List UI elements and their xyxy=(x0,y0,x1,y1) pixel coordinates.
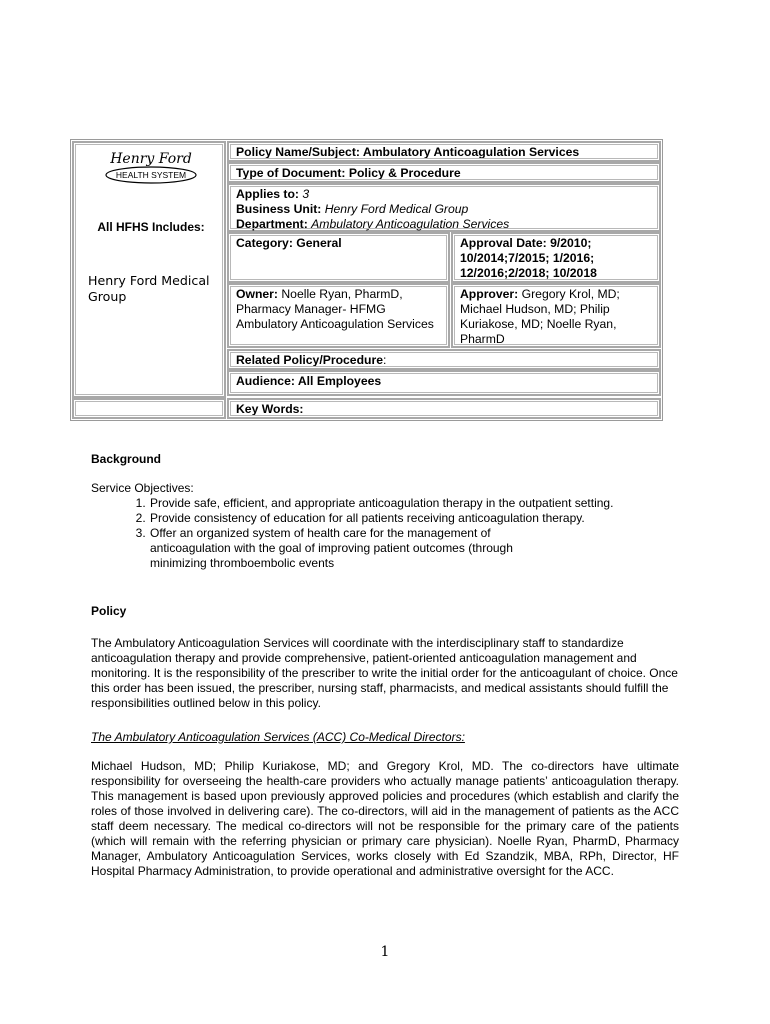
policy-name-label: Policy Name/Subject: xyxy=(236,145,363,159)
logo-script-text: Henry Ford xyxy=(110,151,192,167)
related-policy-cell xyxy=(227,349,661,370)
category-value: General xyxy=(296,236,342,250)
list-item: 2. Provide consistency of education for all patients receiving anticoagulation therapy. xyxy=(149,511,651,526)
doc-type-label: Type of Document: xyxy=(236,166,349,180)
doc-type-value: Policy & Procedure xyxy=(348,166,461,180)
approval-date-cell xyxy=(451,232,661,283)
logo-health-system-text: HEALTH SYSTEM xyxy=(115,170,187,180)
list-item: 1. Provide safe, efficient, and appropriate anticoagulation therapy in the outpatient setting. xyxy=(149,496,651,511)
related-policy-colon: : xyxy=(382,353,387,367)
list-item: 3. Offer an organized system of health care for the management of anticoagulation with the goal of improving patient outcomes (through minimizing thromboembolic events xyxy=(149,526,651,571)
policy-name-value: Ambulatory Anticoagulation Services xyxy=(362,145,580,159)
applies-value: 3 xyxy=(302,187,310,201)
approval-date-value: 9/2010; 10/2014;7/2015; 1/2016; 12/2016;2/2018; 10/2018 xyxy=(460,236,597,280)
key-words-label: Key Words: xyxy=(236,402,304,416)
left-bottom-cell xyxy=(72,398,226,419)
approver-cell xyxy=(451,283,661,348)
policy-heading: Policy xyxy=(91,604,127,618)
henry-ford-logo xyxy=(104,148,198,188)
category-cell xyxy=(227,232,450,283)
audience-cell xyxy=(227,370,661,396)
service-objectives-intro: Service Objectives: xyxy=(91,481,194,495)
department-label: Department: xyxy=(236,217,312,231)
approver-label: Approver: xyxy=(460,287,522,301)
owner-cell xyxy=(227,283,450,348)
approver-value: Gregory Krol, MD; Michael Hudson, MD; Philip Kuriakose, MD; Noelle Ryan, PharmD xyxy=(460,287,620,346)
approval-date-label: Approval Date: xyxy=(460,236,551,250)
service-objectives-list xyxy=(91,496,651,571)
department-value: Ambulatory Anticoagulation Services xyxy=(311,217,510,231)
audience-label: Audience: xyxy=(236,374,298,388)
related-policy-label: Related Policy/Procedure xyxy=(236,353,383,367)
co-medical-directors-heading: The Ambulatory Anticoagulation Services (ACC) Co-Medical Directors: xyxy=(91,730,465,744)
included-group-name: Henry Ford Medical Group xyxy=(88,273,210,304)
owner-value: Noelle Ryan, PharmD, Pharmacy Manager- HFMG Ambulatory Anticoagulation Services xyxy=(236,287,434,331)
business-unit-label: Business Unit: xyxy=(236,202,325,216)
page-number: 1 xyxy=(380,944,390,960)
all-hfhs-includes-label: All HFHS Includes: xyxy=(97,220,205,234)
policy-paragraph: The Ambulatory Anticoagulation Services will coordinate with the interdisciplinary staff to standardize anticoagulation therapy and provide comprehensive, patient-oriented anticoagulation management and monitoring. It is the responsibility of the prescriber to write the initial order for the anticoagulant of choice. Once this order has been issued, the prescriber, nursing staff, pharmacists, and medical assistants should fulfill the responsibilities outlined below in this policy. xyxy=(91,636,678,710)
policy-name-cell xyxy=(227,141,661,162)
background-heading: Background xyxy=(91,452,162,466)
business-unit-value: Henry Ford Medical Group xyxy=(324,202,469,216)
co-medical-directors-paragraph: Michael Hudson, MD; Philip Kuriakose, MD; and Gregory Krol, MD. The co-directors have ultimate responsibility for overseeing the health-care providers who actually manage patients’ anticoagulation therapy. This management is based upon previously approved policies and procedures (which establish and clarify the roles of those involved in delivering care). The co-directors, will aid in the management of patients as the ACC staff deem necessary. The medical co-directors will not be responsible for the primary care of the patients (which will remain with the referring physician or primary care physician). Noelle Ryan, PharmD, Pharmacy Manager, Ambulatory Anticoagulation Services, works closely with Ed Szandzik, MBA, RPh, Director, HF Hospital Pharmacy Administration, to provide operational and administrative oversight for the ACC. xyxy=(91,759,679,878)
audience-value: All Employees xyxy=(297,374,382,388)
key-words-cell xyxy=(227,398,661,419)
applies-cell xyxy=(227,183,661,232)
category-label: Category: xyxy=(236,236,297,250)
doc-type-cell xyxy=(227,162,661,183)
applies-label: Applies to: xyxy=(236,187,303,201)
owner-label: Owner: xyxy=(236,287,282,301)
